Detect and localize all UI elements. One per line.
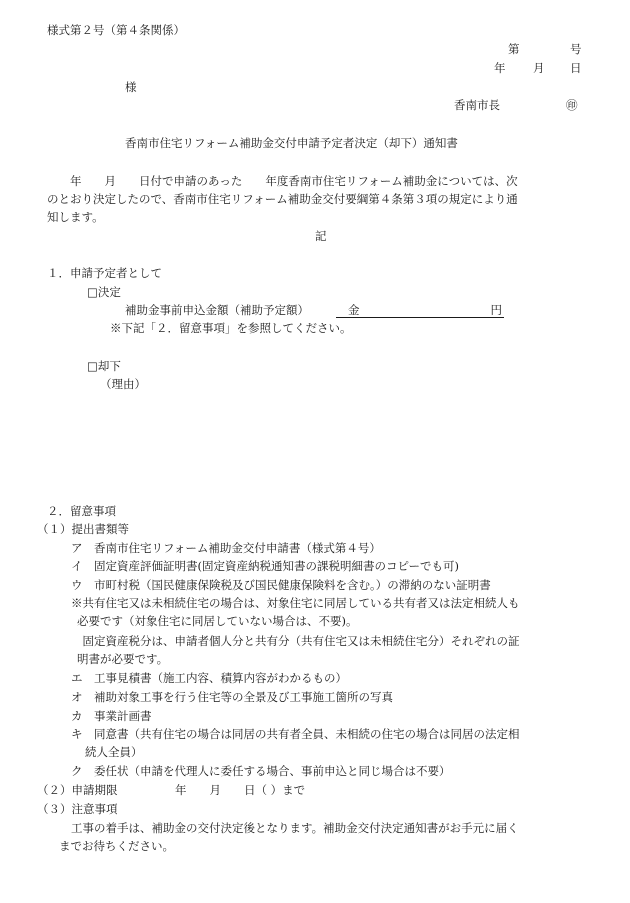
section2-sub2: （２）申請期限 年 月 日（ ）まで (37, 783, 306, 797)
list-item: 明書が必要です。 (77, 652, 169, 666)
doc-number-go: 号 (570, 42, 582, 56)
caution-line-2: までお待ちください。 (59, 839, 174, 853)
caution-line-1: 工事の着手は、補助金の交付決定後となります。補助金交付決定通知書がお手元に届く (71, 821, 519, 835)
body-line-2: のとおり決定したので、香南市住宅リフォーム補助金交付要綱第４条第３項の規定により通 (47, 192, 518, 206)
form-label: 様式第２号（第４条関係） (47, 23, 185, 37)
list-item: 必要です（対象住宅に同居していない場合は、不要)。 (77, 614, 358, 628)
date-year: 年 (494, 61, 506, 75)
list-item: カ 事業計画書 (71, 709, 152, 723)
amount-unit: 円 (490, 303, 502, 317)
list-item: 固定資産税分は、申請者個人分と共有分（共有住宅又は未相続住宅分）それぞれの証 (71, 634, 520, 648)
reject-checkbox-label: □却下 (87, 359, 121, 373)
seal-mark: ㊞ (566, 98, 578, 112)
list-item: イ 固定資産評価証明書(固定資産納税通知書の課税明細書のコピーでも可) (71, 559, 460, 573)
body-line-1: 年 月 日付で申請のあった 年度香南市住宅リフォーム補助金については、次 (47, 174, 518, 188)
section2-heading: ２．留意事項 (47, 504, 116, 518)
date-day: 日 (570, 61, 582, 75)
ki-heading: 記 (315, 229, 327, 243)
doc-number-dai: 第 (508, 42, 520, 56)
amount-field (336, 302, 504, 318)
section1-heading: １．申請予定者として (47, 266, 162, 280)
list-item: エ 工事見積書（施工内容、積算内容がわかるもの） (71, 671, 347, 685)
list-item: ク 委任状（申請を代理人に委任する場合、事前申込と同じ場合は不要） (71, 764, 451, 778)
list-item: ウ 市町村税（国民健康保険税及び国民健康保険料を含む。）の滞納のない証明書 (71, 578, 491, 592)
issuer-name: 香南市長 (454, 98, 500, 112)
list-item: ア 香南市住宅リフォーム補助金交付申請書（様式第４号） (71, 541, 381, 555)
document-title: 香南市住宅リフォーム補助金交付申請予定者決定（却下）通知書 (125, 136, 458, 150)
list-item: 続人全員） (85, 745, 143, 759)
amount-prefix: 金 (348, 303, 360, 317)
amount-label: 補助金事前申込金額（補助予定額） (125, 303, 309, 317)
list-item: オ 補助対象工事を行う住宅等の全景及び工事施工箇所の写真 (71, 690, 393, 704)
recipient-sama: 様 (125, 80, 137, 94)
reason-label: （理由） (100, 377, 146, 391)
date-month: 月 (533, 61, 545, 75)
amount-note: ※下記「２．留意事項」を参照してください。 (110, 321, 352, 335)
list-item: キ 同意書（共有住宅の場合は同居の共有者全員、未相続の住宅の場合は同居の法定相 (71, 727, 520, 741)
list-item: ※共有住宅又は未相続住宅の場合は、対象住宅に同居している共有者又は法定相続人も (71, 596, 520, 610)
approve-checkbox-label: □決定 (87, 285, 121, 299)
section2-sub3: （３）注意事項 (37, 802, 118, 816)
body-line-3: 知します。 (47, 210, 104, 224)
section2-sub1: （１）提出書類等 (37, 522, 129, 536)
